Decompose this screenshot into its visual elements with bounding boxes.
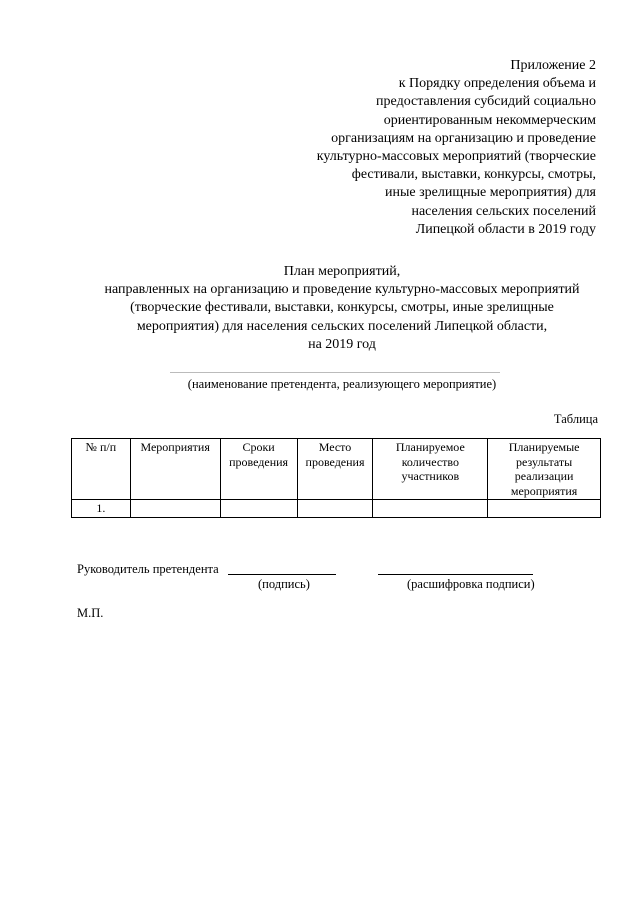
title-line: на 2019 год [308,336,376,352]
header-participants: Планируемое количество участников [373,439,488,500]
applicant-name-line [170,372,500,373]
appendix-line: предоставления субсидий социально [376,94,596,110]
header-venue: Место проведения [297,439,373,500]
decoding-caption: (расшифровка подписи) [407,577,535,591]
table-cell: 1. [72,500,131,518]
title-line: (творческие фестивали, выставки, конкурсы, смотры, иные зрелищные [130,300,554,316]
appendix-line: культурно-массовых мероприятий (творческие [316,149,596,165]
signature-caption: (подпись) [258,577,310,591]
document-title [56,263,628,354]
table-cell [373,500,488,518]
table-label: Таблица [553,412,598,426]
appendix-line: фестивали, выставки, конкурсы, смотры, [351,167,596,183]
appendix-heading [236,57,596,239]
applicant-caption: (наименование претендента, реализующего мероприятие) [187,377,497,391]
appendix-line: к Порядку определения объема и [398,76,596,92]
appendix-line: Приложение 2 [510,58,596,73]
header-dates: Сроки проведения [220,439,297,500]
table-row [72,500,601,518]
table-cell [297,500,373,518]
appendix-line: ориентированным некоммерческим [383,112,596,128]
appendix-line: организациям на организацию и проведение [331,130,596,146]
plan-table [71,438,601,518]
header-number: № п/п [72,439,131,500]
table-cell [488,500,601,518]
table-cell [130,500,220,518]
table-cell [220,500,297,518]
title-line: мероприятия) для населения сельских поселений Липецкой области, [136,318,548,334]
appendix-line: населения сельских поселений [411,203,596,219]
signature-decoding-line [378,574,533,575]
appendix-line: иные зрелищные мероприятия) для [385,185,596,201]
title-line: План мероприятий, [283,264,401,279]
stamp-label: М.П. [77,606,104,620]
header-events: Мероприятия [130,439,220,500]
appendix-line: Липецкой области в 2019 году [415,221,596,237]
header-results: Планируемые результаты реализации мероприятия [488,439,601,500]
title-line: направленных на организацию и проведение культурно-массовых мероприятий [104,282,580,298]
signature-line [228,574,336,575]
table-header-row [72,439,601,500]
head-label: Руководитель претендента [77,562,219,576]
